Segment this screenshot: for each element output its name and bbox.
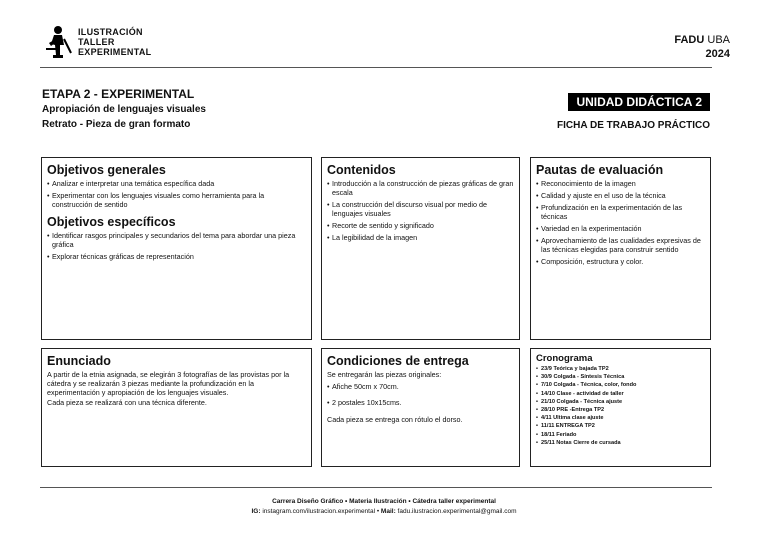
contents-list bbox=[327, 179, 514, 242]
list-item: • Analizar e interpretar una temática específica dada bbox=[47, 179, 306, 188]
assignment-note: Cada pieza se realizará con una técnica diferente. bbox=[47, 397, 207, 407]
evaluation-box bbox=[530, 157, 711, 340]
contents-box bbox=[321, 157, 520, 340]
stage-subtitle-2: Retrato - Pieza de gran formato bbox=[42, 119, 191, 130]
delivery-intro: Se entregarán las piezas originales: bbox=[327, 370, 442, 379]
logo-line-1: ILUSTRACIÓN bbox=[78, 27, 143, 37]
logo-line-2: TALLER bbox=[78, 37, 115, 47]
list-item: • 2 postales 10x15cms. bbox=[327, 398, 514, 407]
schedule-item: • 4/11 Ultima clase ajuste bbox=[536, 414, 705, 422]
schedule-item: • 21/10 Colgada - Técnica ajuste bbox=[536, 398, 705, 406]
logo-text bbox=[78, 27, 151, 57]
stage-title: ETAPA 2 - EXPERIMENTAL bbox=[42, 87, 195, 101]
list-item: • Reconocimiento de la imagen bbox=[536, 179, 705, 188]
list-item: • Experimentar con los lenguajes visuales como herramienta para la construcción de sentido bbox=[47, 191, 306, 209]
unit-badge-wrap bbox=[568, 93, 710, 111]
schedule-item: • 28/10 PRE -Entrega TP2 bbox=[536, 406, 705, 414]
specific-objectives-list bbox=[47, 231, 306, 261]
list-item: • Introducción a la construcción de piezas gráficas de gran escala bbox=[327, 179, 514, 197]
instagram-label: IG: bbox=[251, 508, 261, 515]
stage-subtitle-1: Apropiación de lenguajes visuales bbox=[42, 104, 206, 115]
general-objectives-list bbox=[47, 179, 306, 209]
schedule-item: • 23/9 Teórica y bajada TP2 bbox=[536, 365, 705, 373]
objectives-box bbox=[41, 157, 312, 340]
delivery-title: Condiciones de entrega bbox=[327, 354, 469, 368]
institution-block bbox=[674, 33, 730, 61]
list-item: • Aprovechamiento de las cualidades expresivas de las técnicas elegidas para construir sentido bbox=[536, 236, 705, 254]
assignment-text: A partir de la etnia asignada, se elegirán 3 fotografías de las provistas por la cátedra y se realizarán 3 piezas mediante la profundización en la experimentación y apropiación de los lenguajes visuales. bbox=[47, 370, 290, 398]
schedule-item: • 25/11 Notas Cierre de cursada bbox=[536, 439, 705, 447]
list-item: • Variedad en la experimentación bbox=[536, 224, 705, 233]
institution-name: FADU bbox=[674, 34, 705, 46]
logo-line-3: EXPERIMENTAL bbox=[78, 47, 152, 57]
list-item: • La legibilidad de la imagen bbox=[327, 233, 514, 242]
instagram-link[interactable]: instagram.com/ilustracion.experimental • bbox=[260, 508, 381, 515]
schedule-item: • 11/11 ENTREGA TP2 bbox=[536, 422, 705, 430]
unit-badge: UNIDAD DIDÁCTICA 2 bbox=[568, 93, 710, 111]
footer-course-line: Carrera Diseño Gráfico • Materia Ilustración • Cátedra taller experimental bbox=[272, 498, 496, 505]
delivery-outro: Cada pieza se entrega con rótulo el dorso. bbox=[327, 415, 463, 425]
mail-label: Mail: bbox=[380, 508, 396, 515]
list-item: • Profundización en la experimentación de las técnicas bbox=[536, 203, 705, 221]
evaluation-list bbox=[536, 179, 705, 266]
general-objectives-title: Objetivos generales bbox=[47, 163, 166, 177]
delivery-list bbox=[327, 382, 514, 407]
schedule-item: • 18/11 Feriado bbox=[536, 431, 705, 439]
footer bbox=[0, 497, 768, 517]
top-divider bbox=[40, 67, 712, 68]
header bbox=[40, 22, 730, 68]
assignment-box bbox=[41, 348, 312, 467]
list-item: • Afiche 50cm x 70cm. bbox=[327, 382, 514, 391]
stage-block bbox=[42, 87, 206, 132]
list-item: • La construcción del discurso visual por medio de lenguajes visuales bbox=[327, 200, 514, 218]
schedule-item: • 30/9 Colgada - Síntesis Técnica bbox=[536, 373, 705, 381]
schedule-item: • 7/10 Colgada - Técnica, color, fondo bbox=[536, 381, 705, 389]
delivery-box bbox=[321, 348, 520, 467]
evaluation-title: Pautas de evaluación bbox=[536, 163, 664, 177]
worksheet-label: FICHA DE TRABAJO PRÁCTICO bbox=[557, 120, 710, 131]
schedule-title: Cronograma bbox=[536, 353, 593, 364]
year: 2024 bbox=[705, 48, 730, 60]
mail-link[interactable]: fadu.ilustracion.experimental@gmail.com bbox=[395, 508, 517, 515]
list-item: • Calidad y ajuste en el uso de la técnica bbox=[536, 191, 705, 200]
specific-objectives-title: Objetivos específicos bbox=[47, 215, 176, 229]
bottom-divider bbox=[40, 487, 712, 488]
list-item: • Recorte de sentido y significado bbox=[327, 221, 514, 230]
list-item: • Identificar rasgos principales y secundarios del tema para abordar una pieza gráfica bbox=[47, 231, 306, 249]
institution-university: UBA bbox=[704, 34, 730, 46]
schedule-item: • 14/10 Clase - actividad de taller bbox=[536, 390, 705, 398]
list-item: • Explorar técnicas gráficas de representación bbox=[47, 252, 306, 261]
contents-title: Contenidos bbox=[327, 163, 396, 177]
illustrator-logo-icon bbox=[45, 25, 73, 59]
list-item: • Composición, estructura y color. bbox=[536, 257, 705, 266]
schedule-box bbox=[530, 348, 711, 467]
schedule-list bbox=[536, 365, 705, 447]
assignment-title: Enunciado bbox=[47, 354, 111, 368]
